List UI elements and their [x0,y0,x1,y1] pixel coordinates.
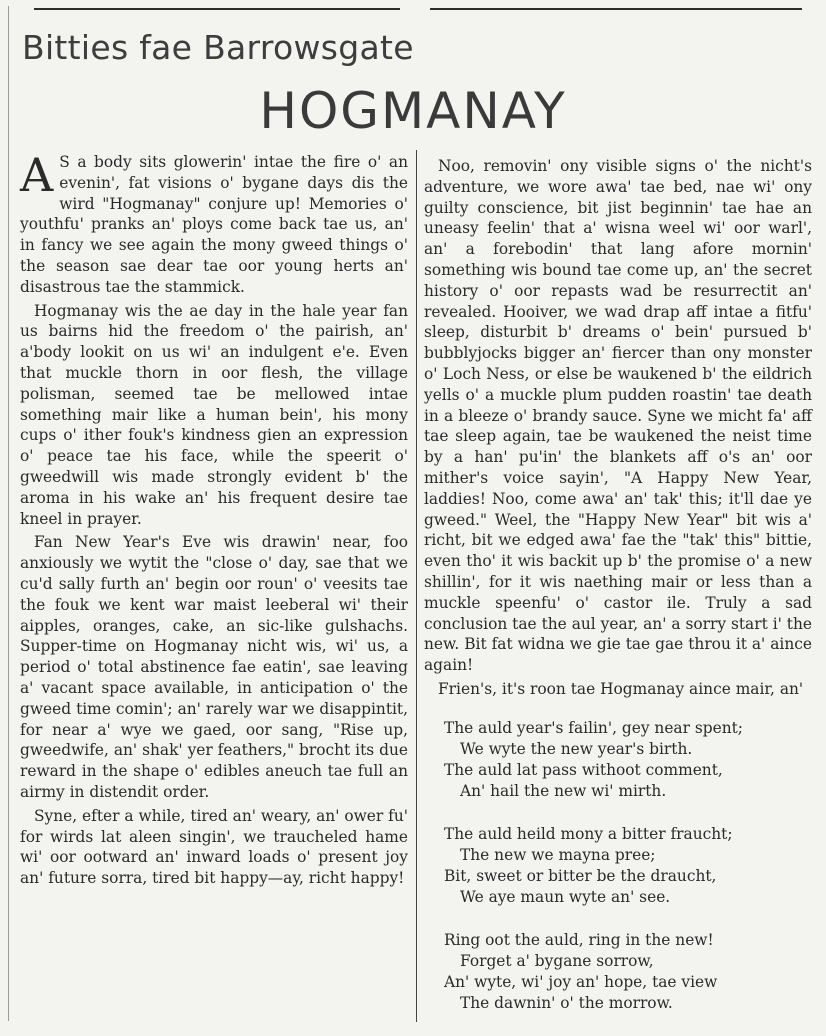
poem-line: We wyte the new year's birth. [460,739,693,758]
article-paragraph: Syne, efter a while, tired an' weary, an' ower fu' for wirds lat aleen singin', we traucheled hame wi' oor ootward an' inward loads o' present joy an' future sorra, tired bit happy—ay, richt happy! [20,806,408,888]
article-paragraph: Fan New Year's Eve wis drawin' near, foo anxiously we wytit the "close o' day, sae that we cu'd sally furth an' begin oor roun' o' veesits tae the fouk we kent war maist leeberal wi' their aipples, oranges, cake, an sic-like gulshachs. Supper-time on Hogmanay nicht wis, wi' us, a period o' total abstinence fae eatin', sae leaving a' vacant space available, in anticipation o' the gweed time comin'; an' rarely war we disappintit, for near a' wye we gaed, oor sang, "Rise up, gweedwife, an' shak' yer feathers," brocht its due reward in the shape o' edibles aneuch tae full an airmy in distendit order. [20,533,408,801]
poem-line: We aye maun wyte an' see. [460,887,671,906]
article-paragraph: Hogmanay wis the ae day in the hale year fan us bairns hid the freedom o' the pairish, an' a'body lookit on us wi' an indulgent e'e. Even that muckle thorn in oor flesh, the village polisman, seemed tae be mellowed intae something mair like a human bein', his mony cups o' ither fouk's kindness gien an expression o' peace tae his face, while the speerit o' gweedwill wis made strongly evident b' the aroma in his wake an' his frequent desire tae kneel in prayer. [20,301,408,528]
column-divider [416,150,417,1022]
article-paragraph: Noo, removin' ony visible signs o' the nicht's adventure, we wore awa' tae bed, nae wi' ony guilty conscience, bit jist beginnin' tae hae an uneasy feelin' that a' wisna weel wi' oor warl', an' a forebodin' that lang afore mornin' something wis bound tae come up, an' the secret history o' oor repasts wad be resurrectit an' revealed. Hooiver, we wad drap aff intae a fitfu' sleep, disturbit b' dreams o' bein' pursued b' bubblyjocks bigger an' fiercer than ony monster o' Loch Ness, or else be waukened b' the eildrich yells o' a muckle plum pudden roastin' tae death in a bleeze o' brandy sauce. Syne we micht fa' aff tae sleep again, tae be waukened the neist time by a han' pu'in' the blankets aff o's an' oor mither's voice sayin', "A Happy New Year, laddies! Noo, come awa' an' tak' this; it'll dae ye gweed." Weel, the "Happy New Year" bit wis a' richt, bit we edged awa' fae the "tak' this" bittie, even tho' it wis backit up b' the promise o' a new shillin', for it wis naething mair or less than a muckle speenfu' o' castor ile. Truly a sad conclusion tae the aul year, an' a sorry start i' the new. Bit fat widna we gie tae gae throu it a' aince again! [424,157,812,675]
article-column-left [20,148,408,892]
article-paragraph: A S a body sits glowerin' intae the fire o' an evenin', fat visions o' bygane days dis the wird "Hogmanay" conjure up! Memories o' youthfu' pranks an' ploys come back tae us, an' in fancy we see again the mony gweed things o' the season sae dear tae oor young herts an' disastrous tae the stammick. [20,148,408,296]
top-rule-left [34,8,400,10]
poem-line: Ring oot the auld, ring in the new! [444,930,714,949]
poem-line: Forget a' bygane sorrow, [460,951,654,970]
article-paragraph: Frien's, it's roon tae Hogmanay aince mair, an' [438,679,804,698]
poem-stanza [444,930,812,1014]
poem-line: The auld lat pass withoot comment, [444,760,723,779]
article-headline: HOGMANAY [259,82,567,140]
top-rule-right [430,8,802,10]
poem-stanza [444,718,812,802]
poem-line: An' hail the new wi' mirth. [460,781,667,800]
poem [444,718,812,1014]
poem-line: The dawnin' o' the morrow. [460,993,673,1012]
series-title: Bitties fae Barrowsgate [22,28,414,67]
drop-cap: A [20,148,54,202]
poem-line: Bit, sweet or bitter be the draucht, [444,866,717,885]
poem-stanza [444,824,812,908]
poem-line: The auld year's failin', gey near spent; [444,718,743,737]
page-edge-line [8,6,9,1021]
article-column-right [424,156,812,1036]
poem-line: The auld heild mony a bitter fraucht; [444,824,733,843]
poem-line: An' wyte, wi' joy an' hope, tae view [444,972,718,991]
poem-line: The new we mayna pree; [460,845,656,864]
